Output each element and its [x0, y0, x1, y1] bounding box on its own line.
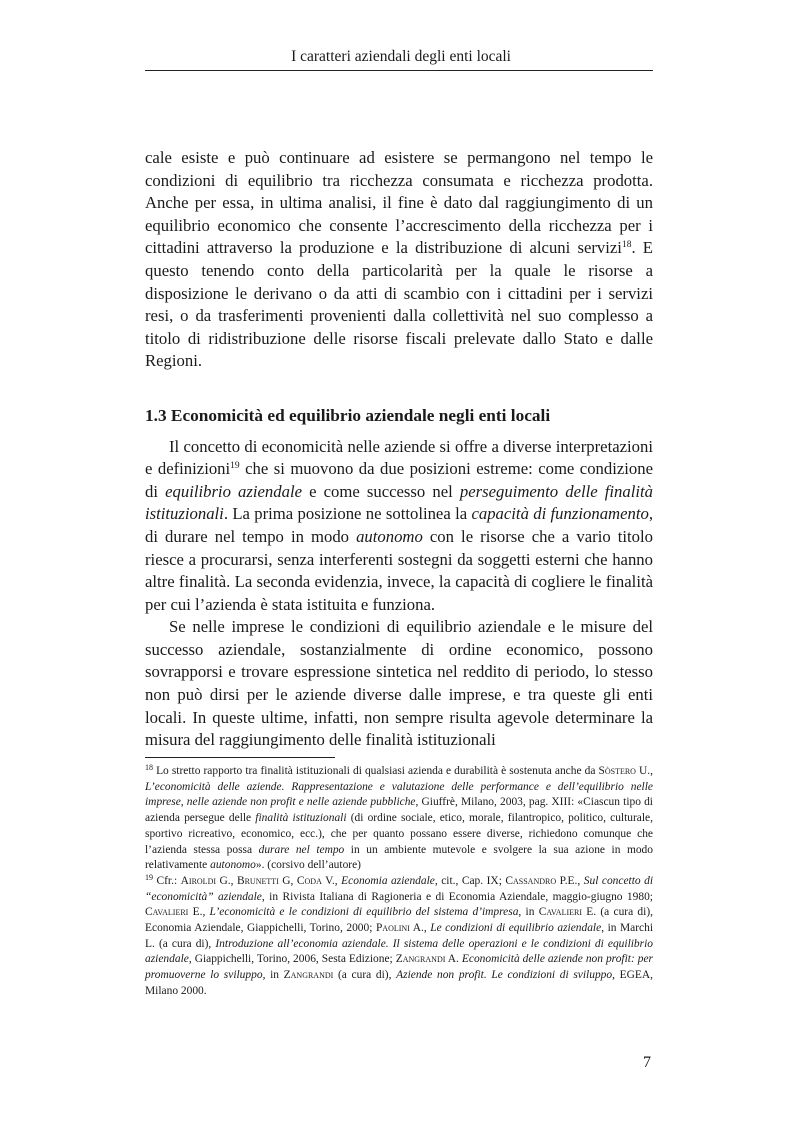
paragraph: Se nelle imprese le condizioni di equilibrio aziendale e le misure del successo aziendale, sostanzialmente di ordine economico, possono sovrapporsi e trovare espressione sintetica nel reddito di periodo, lo stesso non può dirsi per le aziende diverse dalle imprese, e tra queste gli enti locali. In queste ultime, infatti, non sempre risulta agevole determinare la misura del raggiungimento delle finalità istituzionali [145, 617, 653, 750]
footnote-ref-19[interactable]: 19 [230, 461, 240, 472]
running-title: I caratteri aziendali degli enti locali [291, 48, 511, 65]
footnotes [145, 764, 653, 1000]
paragraph: Il concetto di economicità nelle aziende si offre a diverse interpretazioni e definizioni$^{19}$ che si muovono da due posizioni estreme: come condizione di equilibrio aziendale e come successo nel perseguimento delle finalità istituzionali. La prima posizione ne sottolinea la capacità di funzionamento, di durare nel tempo in modo autonomo con le risorse che a vario titolo riesce a procurarsi, senza interferenti sostegni da soggetti esterni che hanno altre finalità. La seconda evidenzia, invece, la capacità di cogliere le finalità per cui l’azienda è stata istituita e funziona. [145, 436, 653, 614]
footnote-separator [145, 757, 335, 758]
footnote-19: $^{19}$ Cfr.: Airoldi G., Brunetti G, Coda V., Economia aziendale, cit., Cap. IX; Cassandro P.E., Sul concetto di “economicità” aziendale, in Rivista Italiana di Ragioneria e di Economia Aziendale, maggio-giugno 1980; Cavalieri E., L’economicità e le condizioni di equilibrio del sistema d’impresa, in Cavalieri E. (a cura di), Economia Aziendale, Giappichelli, Torino, 2000; Paolini A., Le condizioni di equilibrio aziendale, in Marchi L. (a cura di), Introduzione all’economia aziendale. Il sistema delle operazioni e le condizioni di equilibrio aziendale, Giappichelli, Torino, 2006, Sesta Edizione; Zangrandi A. Economicità delle aziende non profit: per promuoverne lo sviluppo, in Zangrandi (a cura di), Aziende non profit. Le condizioni di sviluppo, EGEA, Milano 2000. [145, 872, 654, 997]
page-number: 7 [643, 1054, 651, 1071]
body-text [145, 147, 653, 752]
footnote-18: $^{18}$ Lo stretto rapporto tra finalità istituzionali di qualsiasi azienda e durabilità è sostenuta anche da Sòstero U., L’economicità delle aziende. Rappresentazione e valutazione delle performance e dell’equilibrio nelle imprese, nelle aziende non profit e nelle aziende pubbliche, Giuffrè, Milano, 2003, pag. XIII: «Ciascun tipo di azienda persegue delle finalità istituzionali (di ordine sociale, etico, morale, filantropico, politico, culturale, sportivo ricreativo, economico, ecc.), che per quanto possano essere diverse, richiedono comunque che l’azienda stessa possa durare nel tempo in un ambiente mutevole e svolgere la sua azione in modo relativamente autonomo». (corsivo dell’autore) [145, 763, 654, 872]
paragraph: cale esiste e può continuare ad esistere se permangono nel tempo le condizioni di equilibrio tra ricchezza consumata e ricchezza prodotta. Anche per essa, in ultima analisi, il fine è dato dal raggiungimento di un equilibrio economico che consente l’accrescimento della ricchezza per i cittadini attraverso la produzione e la distribuzione di alcuni servizi$^{18}$. E questo tenendo conto della particolarità per la quale le risorse a disposizione le derivano o da atti di scambio con i cittadini per i servizi resi, o da trasferimenti provenienti dalla collettività nel suo complesso a titolo di ridistribuzione delle risorse fiscali prelevate dallo Stato e dalle Regioni. [145, 148, 653, 371]
footnote-ref-18[interactable]: 18 [621, 240, 632, 251]
section-heading: 1.3 Economicità ed equilibrio aziendale negli enti locali [145, 405, 551, 425]
running-header [145, 44, 653, 71]
